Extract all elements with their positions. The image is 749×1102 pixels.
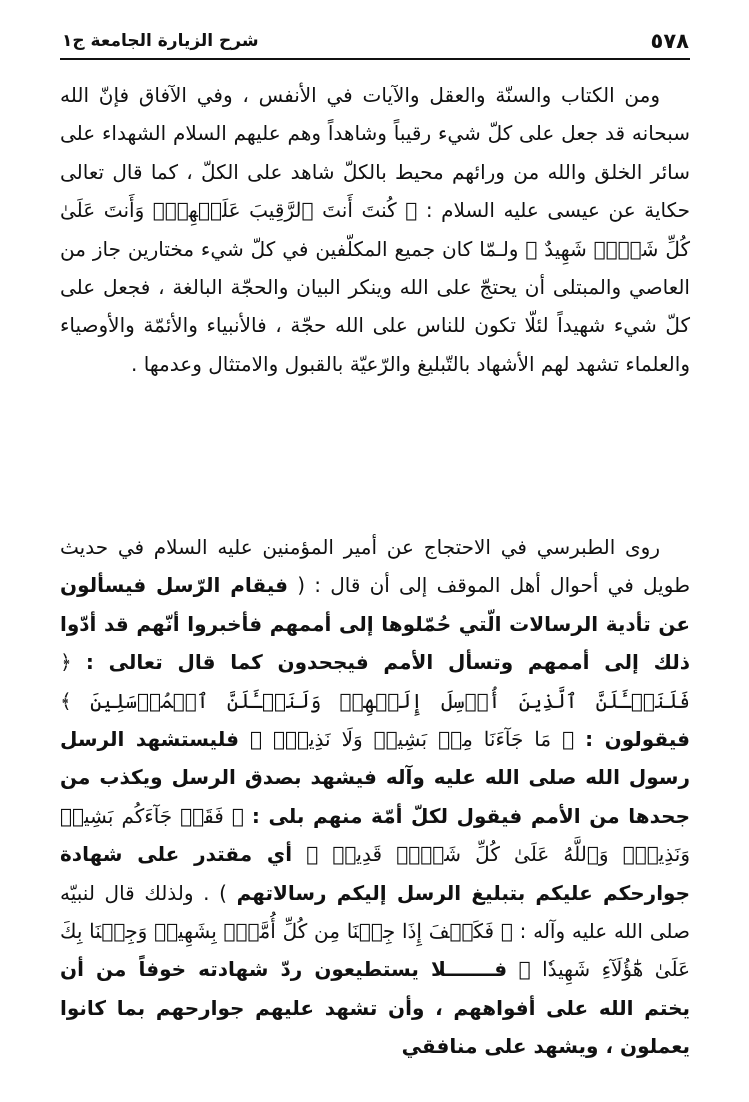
paragraph-2 bbox=[60, 528, 690, 1088]
quran-verse: ﴿ مَا جَآءَنَا مِنۢ بَشِيرٖ وَلَا نَذِيرٖۖ ﴾ bbox=[249, 727, 575, 752]
quran-verse: ﴿ فَلَنَسۡـَٔلَنَّ ٱلَّذِينَ أُرۡسِلَ إِلَيۡهِمۡ وَلَنَسۡـَٔلَنَّ ٱلۡمُرۡسَلِينَ ﴾ bbox=[60, 650, 690, 713]
quran-verse: ﴿ كُنتَ أَنتَ ٱلرَّقِيبَ عَلَيۡهِمۡۚ وَأَنتَ عَلَىٰ كُلِّ شَيۡءٖ شَهِيدٌ ﴾ bbox=[60, 198, 691, 261]
header-rule bbox=[60, 58, 690, 60]
paragraph-1-text: ومن الكتاب والسنّة والعقل والآيات في الأنفس ، وفي الآفاق فإنّ الله سبحانه قد جعل على كلّ شيء رقيباً وشاهداً وهم عليهم السلام الشهداء على سائر الخلق والله من ورائهم محيط بالكلّ شاهد على الكلّ ، كما قال تعالى حكاية عن عيسى عليه السلام : bbox=[60, 83, 691, 223]
hadith-text: فليستشهد الرسل رسول الله صلى الله عليه وآله فيشهد بصدق الرسل ويكذب من جحدها من الأمم فيقول لكلّ أمّة منهم بلى : bbox=[60, 727, 690, 828]
hadith-text: فيقولون : bbox=[585, 727, 690, 752]
quran-verse: ﴿ فَكَيۡفَ إِذَا جِئۡنَا مِن كُلِّ أُمَّةِۭ بِشَهِيدٖ وَجِئۡنَا بِكَ عَلَىٰ هَٰٓؤُلَآءِ شَهِيدٗا ﴾ bbox=[60, 919, 690, 982]
page-header bbox=[62, 26, 689, 56]
hadith-text: أي مقتدر على شهادة جوارحكم عليكم بتبليغ الرسل إليكم رسالاتهم bbox=[60, 842, 690, 905]
paragraph-1 bbox=[60, 76, 690, 506]
quran-verse: ﴿ فَقَدۡ جَآءَكُم بَشِيرٞ وَنَذِيرٞۗ وَٱللَّهُ عَلَىٰ كُلِّ شَيۡءٖ قَدِيرٞ ﴾ bbox=[60, 803, 691, 867]
paragraph-2-middle: ) . ولذلك قال لنبيّه صلى الله عليه وآله : bbox=[60, 880, 690, 944]
hadith-text: فيقام الرّسل فيسألون عن تأدية الرسالات الّتي حُمّلوها إلى أممهم فأخبروا أنّهم قد أدّوا ذلك إلى أممهم وتسأل الأمم فيجحدون كما قال تعالى : bbox=[60, 573, 690, 675]
page-number: ٥٧٨ bbox=[650, 29, 689, 53]
paragraph-1-continuation: ولـمّا كان جميع المكلّفين في كلّ شيء مختارين جاز من العاصي والمبتلى أن يحتجّ على الله وينكر البيان والحجّة البالغة ، فجعل على كلّ شيء شهيداً لئلّا تكون للناس على الله حجّة ، فالأنبياء والأئمّة والأوصياء والعلماء تشهد لهم الأشهاد بالتّبليغ والرّعيّة بالقبول والامتثال وعدمها . bbox=[60, 236, 690, 376]
paragraph-2-intro: روى الطبرسي في الاحتجاج عن أمير المؤمنين عليه السلام في حديث طويل في أحوال أهل الموقف إلى أن قال : ( bbox=[60, 535, 690, 598]
hadith-text: فـــــــلا يستطيعون ردّ شهادته خوفاً من أن يختم الله على أفواههم ، وأن تشهد عليهم جوارحهم بما كانوا يعملون ، ويشهد على منافقي bbox=[60, 957, 690, 1059]
running-title: شرح الزيارة الجامعة ج١ bbox=[62, 31, 259, 51]
